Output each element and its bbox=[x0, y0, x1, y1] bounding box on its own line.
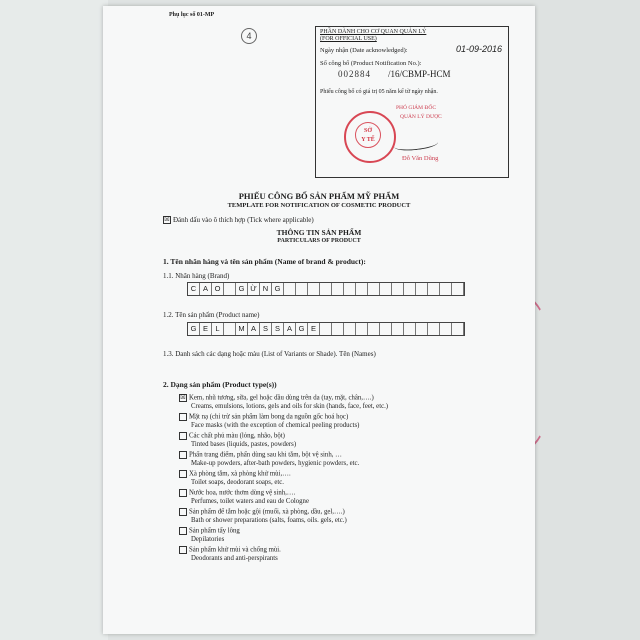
char-cell bbox=[428, 283, 440, 295]
product-type-en: Tinted bases (liquids, pastes, powders) bbox=[191, 440, 297, 448]
seal-text-2: Y TẾ bbox=[361, 137, 375, 143]
char-cell bbox=[380, 283, 392, 295]
char-cell: G bbox=[296, 323, 308, 335]
product-type-en: Perfumes, toilet waters and eau de Cologne bbox=[191, 497, 309, 505]
char-cell bbox=[380, 323, 392, 335]
product-type-vi: Các chất phủ màu (lỏng, nhão, bột) bbox=[189, 432, 285, 440]
product-type-item bbox=[179, 394, 388, 411]
char-cell: A bbox=[248, 323, 260, 335]
char-cell bbox=[296, 283, 308, 295]
char-cell: Ừ bbox=[248, 283, 260, 295]
product-type-item bbox=[179, 546, 281, 563]
section-title-en: PARTICULARS OF PRODUCT bbox=[277, 238, 361, 244]
tick-note-checkbox: ☒ bbox=[164, 217, 170, 224]
product-type-en: Face masks (with the exception of chemical peeling products) bbox=[191, 421, 360, 429]
validity-note: Phiếu công bố có giá trị 05 năm kể từ ngày nhận. bbox=[320, 89, 438, 95]
char-cell: G bbox=[272, 283, 284, 295]
seal-text-1: SỞ bbox=[363, 128, 372, 134]
product-type-checkbox[interactable] bbox=[179, 489, 187, 497]
char-cell bbox=[416, 283, 428, 295]
char-cell: G bbox=[236, 283, 248, 295]
product-type-vi: Sản phẩm để tắm hoặc gội (muối, xà phòng, dầu, gel,….) bbox=[189, 508, 345, 516]
section-title: THÔNG TIN SẢN PHẨM bbox=[276, 228, 362, 237]
char-cell bbox=[224, 323, 236, 335]
product-type-vi: Sản phẩm khử mùi và chống mùi. bbox=[189, 546, 281, 554]
product-type-checkbox[interactable] bbox=[179, 470, 187, 478]
product-type-item bbox=[179, 527, 240, 544]
char-cell bbox=[440, 283, 452, 295]
char-cell bbox=[320, 283, 332, 295]
char-cell bbox=[392, 283, 404, 295]
product-type-item bbox=[179, 508, 347, 525]
product-type-vi: Sản phẩm tẩy lông bbox=[189, 527, 240, 535]
char-cell bbox=[404, 283, 416, 295]
product-name-grid bbox=[187, 322, 465, 336]
char-cell bbox=[392, 323, 404, 335]
char-cell bbox=[440, 323, 452, 335]
char-cell bbox=[320, 323, 332, 335]
char-cell: L bbox=[212, 323, 224, 335]
char-cell bbox=[332, 283, 344, 295]
background-right bbox=[530, 0, 640, 640]
char-cell: A bbox=[200, 283, 212, 295]
product-type-checkbox[interactable] bbox=[179, 451, 187, 459]
char-cell bbox=[368, 323, 380, 335]
char-cell bbox=[416, 323, 428, 335]
signer-name: Đỗ Văn Dũng bbox=[402, 155, 439, 162]
product-type-en: Deodorants and anti-perspirants bbox=[191, 554, 278, 562]
product-type-vi: Kem, nhũ tương, sữa, gel hoặc dầu dùng trên da (tay, mặt, chân,….) bbox=[189, 394, 374, 402]
appendix-label: Phụ lục số 01-MP bbox=[169, 12, 215, 18]
date-value: 01-09-2016 bbox=[456, 44, 503, 54]
product-type-checkbox[interactable] bbox=[179, 413, 187, 421]
notification-suffix: /16/CBMP-HCM bbox=[388, 69, 451, 79]
product-type-item bbox=[179, 470, 291, 487]
signature bbox=[394, 137, 439, 153]
product-type-checkbox[interactable] bbox=[179, 508, 187, 516]
document-page bbox=[103, 6, 535, 634]
tick-note bbox=[163, 216, 314, 224]
background-left bbox=[0, 0, 108, 640]
product-type-checkbox[interactable] bbox=[179, 546, 187, 554]
brand-grid bbox=[187, 282, 465, 296]
product-type-checkbox[interactable] bbox=[179, 432, 187, 440]
brand-label: 1.1. Nhãn hàng (Brand) bbox=[163, 272, 230, 280]
char-cell: O bbox=[212, 283, 224, 295]
product-type-en: Creams, emulsions, lotions, gels and oils for skin (hands, face, feet, etc.) bbox=[191, 402, 389, 410]
char-cell: A bbox=[284, 323, 296, 335]
product-type-vi: Phấn trang điểm, phấn dùng sau khi tắm, bột vệ sinh, … bbox=[189, 451, 342, 459]
form-title-en: TEMPLATE FOR NOTIFICATION OF COSMETIC PRODUCT bbox=[227, 202, 411, 209]
char-cell bbox=[356, 323, 368, 335]
product-type-item bbox=[179, 432, 296, 449]
char-cell bbox=[428, 323, 440, 335]
char-cell: S bbox=[272, 323, 284, 335]
product-type-checkbox[interactable]: ☒ bbox=[180, 395, 186, 401]
char-cell bbox=[404, 323, 416, 335]
official-use-box bbox=[315, 26, 509, 178]
char-cell bbox=[452, 323, 464, 335]
product-type-vi: Xà phòng tắm, xà phòng khử mùi,…. bbox=[189, 470, 291, 478]
char-cell: M bbox=[236, 323, 248, 335]
char-cell: N bbox=[260, 283, 272, 295]
notification-number: 002884 bbox=[338, 69, 371, 79]
char-cell: G bbox=[188, 323, 200, 335]
product-type-vi: Mặt nạ (chỉ trừ sản phẩm làm bong da nguồn gốc hoá học) bbox=[189, 413, 349, 421]
product-type-heading: 2. Dạng sản phẩm (Product type(s)) bbox=[163, 380, 277, 389]
signer-title-1: PHÓ GIÁM ĐỐC bbox=[396, 105, 437, 111]
handwritten-number: 4 bbox=[241, 28, 257, 44]
product-type-en: Bath or shower preparations (salts, foams, oils. gels, etc.) bbox=[191, 516, 347, 524]
product-type-item bbox=[179, 489, 309, 506]
brand-product-heading: 1. Tên nhãn hàng và tên sản phẩm (Name of brand & product): bbox=[163, 257, 366, 266]
product-type-en: Make-up powders, after-bath powders, hygienic powders, etc. bbox=[191, 459, 360, 467]
char-cell bbox=[368, 283, 380, 295]
form-title: PHIẾU CÔNG BỐ SẢN PHẨM MỸ PHẨM bbox=[238, 191, 400, 201]
official-seal bbox=[344, 111, 396, 163]
char-cell: E bbox=[200, 323, 212, 335]
char-cell: S bbox=[260, 323, 272, 335]
char-cell bbox=[332, 323, 344, 335]
char-cell bbox=[344, 323, 356, 335]
char-cell bbox=[284, 283, 296, 295]
product-type-item bbox=[179, 451, 359, 468]
product-type-vi: Nước hoa, nước thơm dùng vệ sinh,…. bbox=[189, 489, 296, 497]
char-cell bbox=[356, 283, 368, 295]
office-heading-en: (FOR OFFICIAL USE) bbox=[320, 36, 377, 42]
char-cell bbox=[344, 283, 356, 295]
office-heading: PHẦN DÀNH CHO CƠ QUAN QUẢN LÝ bbox=[320, 29, 427, 35]
date-label: Ngày nhận (Date acknowledged): bbox=[320, 47, 408, 54]
product-type-item bbox=[179, 413, 359, 430]
signer-title-2: QUẢN LÝ DƯỢC bbox=[400, 114, 442, 120]
char-cell bbox=[452, 283, 464, 295]
char-cell: E bbox=[308, 323, 320, 335]
tick-note-text: Đánh dấu vào ô thích hợp (Tick where applicable) bbox=[173, 216, 314, 224]
number-label: Số công bố (Product Notification No.): bbox=[320, 60, 422, 67]
variants-label: 1.3. Danh sách các dạng hoặc màu (List of Variants or Shade). Tên (Names) bbox=[163, 350, 376, 358]
char-cell bbox=[224, 283, 236, 295]
char-cell bbox=[308, 283, 320, 295]
product-type-checkbox[interactable] bbox=[179, 527, 187, 535]
product-type-en: Toilet soaps, deodorant soaps, etc. bbox=[191, 478, 284, 486]
product-type-en: Depilatories bbox=[191, 535, 225, 543]
char-cell: C bbox=[188, 283, 200, 295]
product-name-label: 1.2. Tên sản phẩm (Product name) bbox=[163, 311, 260, 319]
